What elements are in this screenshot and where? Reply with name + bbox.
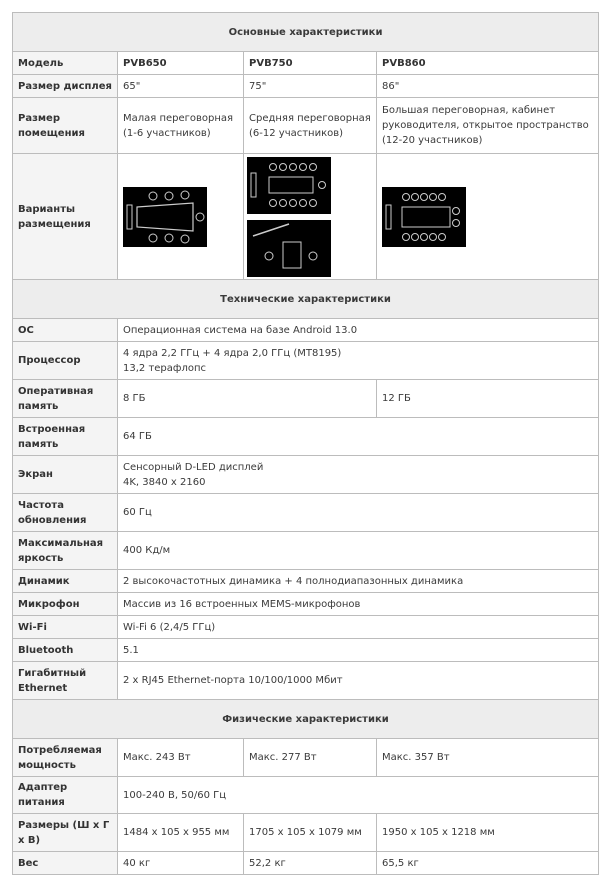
row-os [13, 319, 599, 342]
section-title-tech: Технические характеристики [13, 280, 599, 319]
row-brightness [13, 532, 599, 570]
model-label: Модель [13, 52, 118, 75]
bluetooth-label: Bluetooth [13, 639, 118, 662]
row-ram [13, 380, 599, 418]
mic-label: Микрофон [13, 593, 118, 616]
row-adapter [13, 777, 599, 814]
section-title-phys: Физические характеристики [13, 700, 599, 739]
refresh-label: Частота обновления [13, 494, 118, 532]
ethernet-value: 2 x RJ45 Ethernet-порта 10/100/1000 Мбит [118, 662, 599, 700]
placement-3 [377, 154, 599, 280]
section-header-basic [13, 13, 599, 52]
power-3: Макс. 357 Вт [377, 739, 599, 777]
placement-2 [244, 154, 377, 280]
adapter-label: Адаптер питания [13, 777, 118, 814]
section-header-phys [13, 700, 599, 739]
ethernet-label: Гигабитный Ethernet [13, 662, 118, 700]
brightness-value: 400 Кд/м [118, 532, 599, 570]
room-layout-medium-image-1 [247, 157, 331, 214]
power-1: Макс. 243 Вт [118, 739, 244, 777]
mic-value: Массив из 16 встроенных MEMS-микрофонов [118, 593, 599, 616]
row-placement [13, 154, 599, 280]
room-layout-small-image [123, 187, 207, 247]
row-screen [13, 456, 599, 494]
row-wifi [13, 616, 599, 639]
dims-3: 1950 x 105 x 1218 мм [377, 814, 599, 852]
refresh-value: 60 Гц [118, 494, 599, 532]
room-3: Большая переговорная, кабинет руководителя, открытое пространство (12-20 участников) [377, 98, 599, 154]
model-3: PVB860 [377, 52, 599, 75]
row-cpu [13, 342, 599, 380]
room-layout-medium-image-2 [247, 220, 331, 277]
row-room [13, 98, 599, 154]
storage-value: 64 ГБ [118, 418, 599, 456]
cpu-line-1: 4 ядра 2,2 ГГц + 4 ядра 2,0 ГГц (MT8195) [123, 347, 342, 359]
display-1: 65" [118, 75, 244, 98]
power-2: Макс. 277 Вт [244, 739, 377, 777]
room-layout-large-image [382, 187, 466, 247]
section-header-tech [13, 280, 599, 319]
speaker-value: 2 высокочастотных динамика + 4 полнодиапазонных динамика [118, 570, 599, 593]
row-mic [13, 593, 599, 616]
power-label: Потребляемая мощность [13, 739, 118, 777]
dims-label: Размеры (Ш x Г x В) [13, 814, 118, 852]
row-weight [13, 852, 599, 875]
wifi-value: Wi-Fi 6 (2,4/5 ГГц) [118, 616, 599, 639]
row-display [13, 75, 599, 98]
row-power [13, 739, 599, 777]
display-2: 75" [244, 75, 377, 98]
bluetooth-value: 5.1 [118, 639, 599, 662]
brightness-label: Максимальная яркость [13, 532, 118, 570]
weight-2: 52,2 кг [244, 852, 377, 875]
row-model [13, 52, 599, 75]
screen-label: Экран [13, 456, 118, 494]
row-dims [13, 814, 599, 852]
ram-value-1: 8 ГБ [118, 380, 377, 418]
dims-2: 1705 x 105 x 1079 мм [244, 814, 377, 852]
display-3: 86" [377, 75, 599, 98]
wifi-label: Wi-Fi [13, 616, 118, 639]
row-refresh [13, 494, 599, 532]
spec-table-wrapper [12, 12, 598, 875]
screen-line-2: 4K, 3840 x 2160 [123, 476, 206, 488]
os-label: ОС [13, 319, 118, 342]
room-1: Малая переговорная (1-6 участников) [118, 98, 244, 154]
cpu-line-2: 13,2 терафлопс [123, 362, 206, 374]
dims-1: 1484 x 105 x 955 мм [118, 814, 244, 852]
row-ethernet [13, 662, 599, 700]
room-2: Средняя переговорная (6-12 участников) [244, 98, 377, 154]
room-label: Размер помещения [13, 98, 118, 154]
row-storage [13, 418, 599, 456]
os-value: Операционная система на базе Android 13.0 [118, 319, 599, 342]
weight-1: 40 кг [118, 852, 244, 875]
spec-table [12, 12, 599, 875]
row-speaker [13, 570, 599, 593]
cpu-label: Процессор [13, 342, 118, 380]
placement-label: Варианты размещения [13, 154, 118, 280]
weight-label: Вес [13, 852, 118, 875]
section-title-basic: Основные характеристики [13, 13, 599, 52]
ram-value-2: 12 ГБ [377, 380, 599, 418]
speaker-label: Динамик [13, 570, 118, 593]
model-1: PVB650 [118, 52, 244, 75]
placement-1 [118, 154, 244, 280]
cpu-value [118, 342, 599, 380]
ram-label: Оперативная память [13, 380, 118, 418]
adapter-value: 100-240 В, 50/60 Гц [118, 777, 599, 814]
screen-value [118, 456, 599, 494]
screen-line-1: Сенсорный D-LED дисплей [123, 461, 264, 473]
storage-label: Встроенная память [13, 418, 118, 456]
weight-3: 65,5 кг [377, 852, 599, 875]
model-2: PVB750 [244, 52, 377, 75]
row-bluetooth [13, 639, 599, 662]
display-label: Размер дисплея [13, 75, 118, 98]
